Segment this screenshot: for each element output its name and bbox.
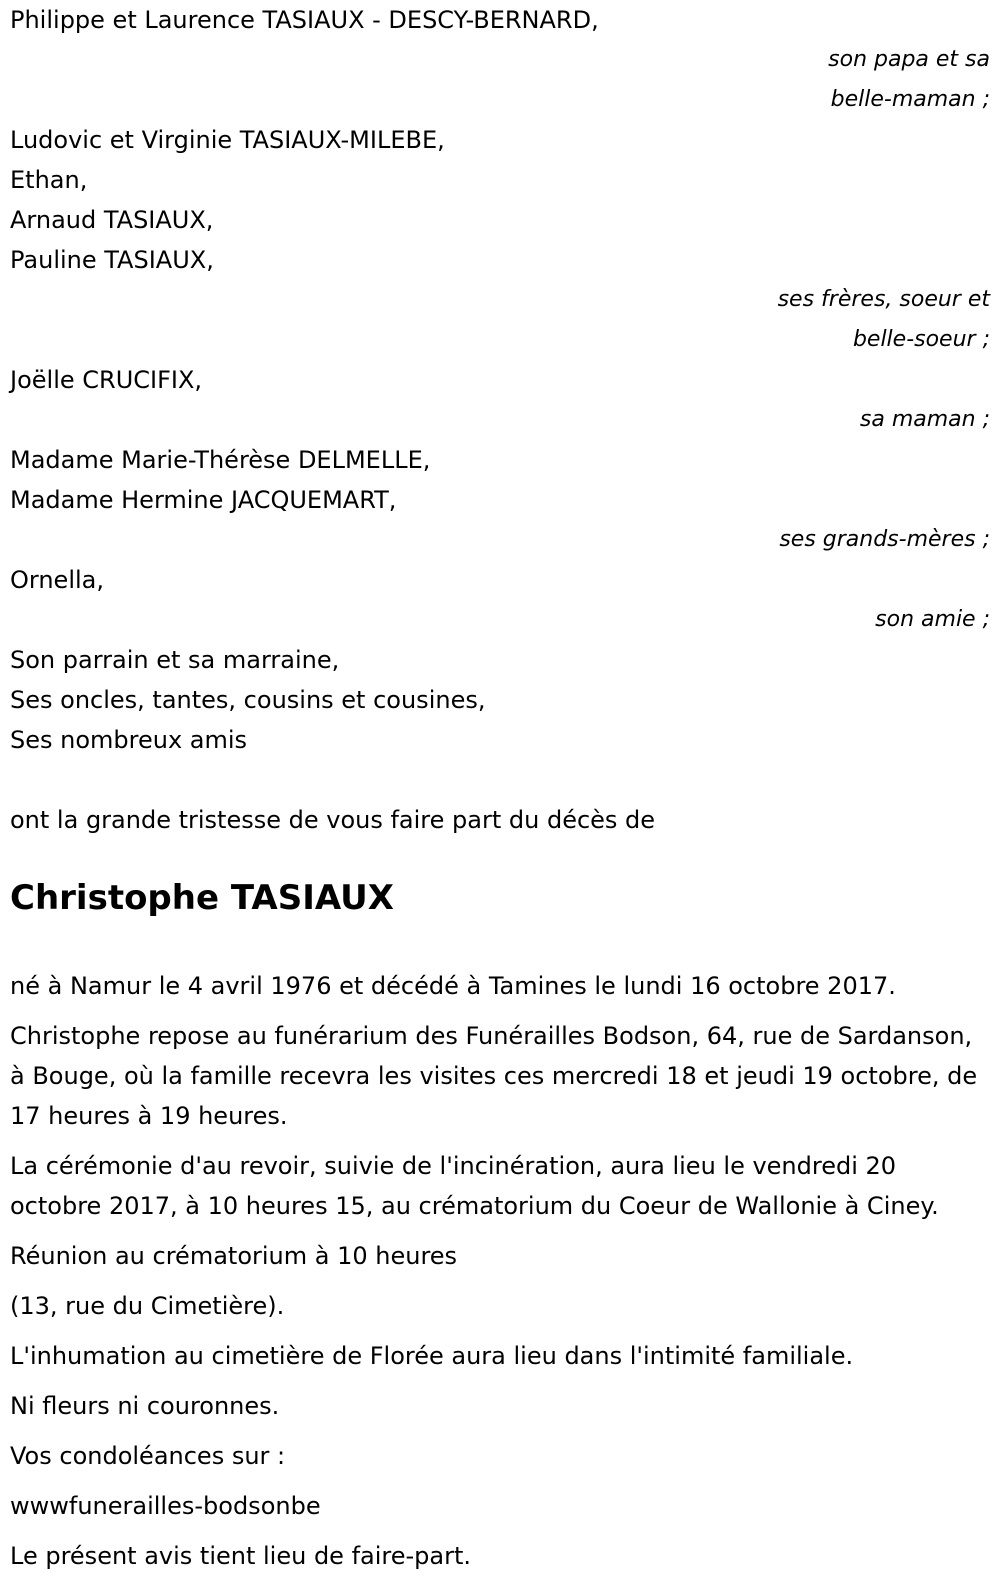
- family-role-line: belle-soeur ;: [852, 327, 990, 352]
- notice-paragraph: Ni fleurs ni couronnes.: [10, 1392, 280, 1420]
- notice-paragraph: L'inhumation au cimetière de Florée aura lieu dans l'intimité familiale.: [10, 1342, 854, 1370]
- family-role-line: sa maman ;: [859, 407, 990, 432]
- condolences-website: wwwfunerailles-bodsonbe: [10, 1492, 321, 1520]
- family-name-line: Ethan,: [10, 166, 88, 194]
- family-name-line: Philippe et Laurence TASIAUX - DESCY-BERNARD,: [10, 6, 599, 34]
- announcement-line: ont la grande tristesse de vous faire part du décès de: [10, 806, 656, 834]
- notice-paragraph: (13, rue du Cimetière).: [10, 1292, 285, 1320]
- family-role-line: belle-maman ;: [830, 87, 990, 112]
- family-name-line: Ludovic et Virginie TASIAUX-MILEBE,: [10, 126, 445, 154]
- notice-paragraph: Réunion au crématorium à 10 heures: [10, 1242, 458, 1270]
- deceased-name: Christophe TASIAUX: [10, 878, 394, 918]
- family-role-line: son amie ;: [875, 607, 990, 632]
- family-role-line: son papa et sa: [828, 47, 990, 72]
- notice-paragraph: né à Namur le 4 avril 1976 et décédé à Tamines le lundi 16 octobre 2017.: [10, 972, 896, 1000]
- family-role-line: ses frères, soeur et: [777, 287, 990, 312]
- notice-paragraph: La cérémonie d'au revoir, suivie de l'incinération, aura lieu le vendredi 20 octobre 2017, à 10 heures 15, au crématorium du Coeur de Wallonie à Ciney.: [10, 1152, 939, 1220]
- notice-paragraph: Christophe repose au funérarium des Funérailles Bodson, 64, rue de Sardanson, à Bouge, où la famille recevra les visites ces mercredi 18 et jeudi 19 octobre, de 17 heures à 19 heures.: [10, 1022, 978, 1130]
- family-name-line: Madame Hermine JACQUEMART,: [10, 486, 397, 514]
- family-name-line: Joëlle CRUCIFIX,: [10, 366, 203, 394]
- notice-paragraph: Vos condoléances sur :: [10, 1442, 286, 1470]
- family-name-line: Ornella,: [10, 566, 104, 594]
- family-name-line: Arnaud TASIAUX,: [10, 206, 214, 234]
- death-notice: [10, 0, 990, 1586]
- family-role-line: ses grands-mères ;: [779, 527, 990, 552]
- family-name-line: Son parrain et sa marraine,: [10, 646, 340, 674]
- family-name-line: Pauline TASIAUX,: [10, 246, 214, 274]
- notice-paragraph: Le présent avis tient lieu de faire-part.: [10, 1542, 472, 1570]
- family-name-line: Ses nombreux amis: [10, 726, 248, 754]
- spacer: [10, 760, 990, 800]
- family-name-line: Madame Marie-Thérèse DELMELLE,: [10, 446, 431, 474]
- family-name-line: Ses oncles, tantes, cousins et cousines,: [10, 686, 486, 714]
